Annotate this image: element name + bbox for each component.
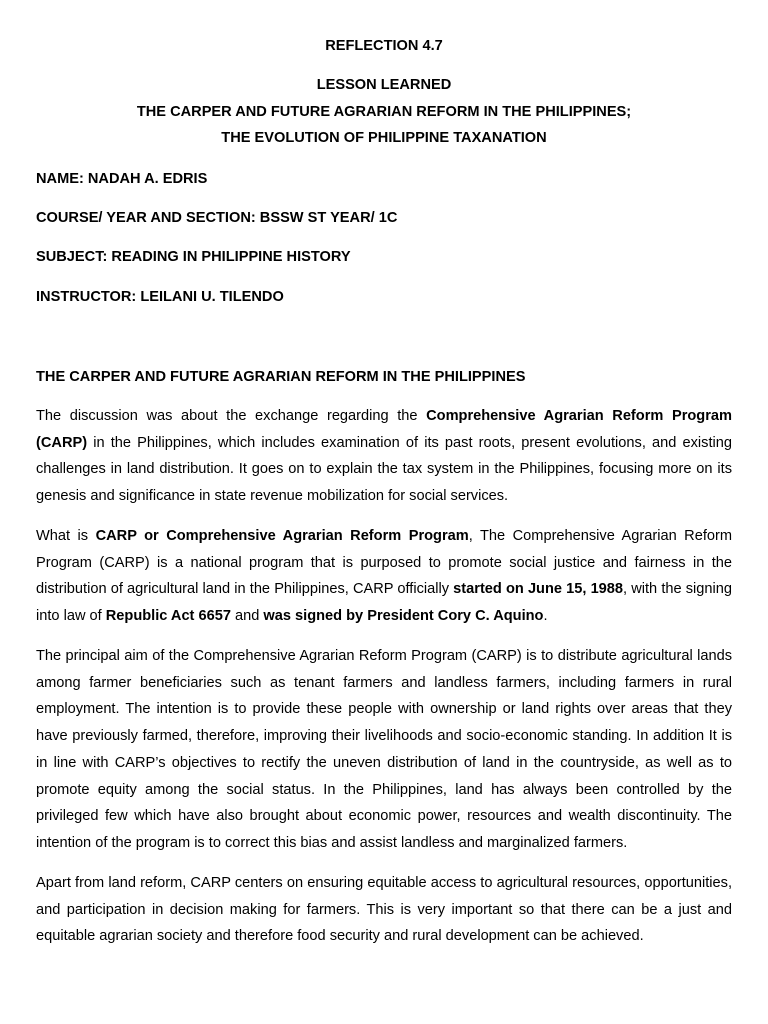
paragraph-what-is-carp — [36, 523, 732, 630]
lesson-header — [36, 72, 732, 152]
p2-bold-ra: Republic Act 6657 — [105, 608, 231, 625]
section-heading: THE CARPER AND FUTURE AGRARIAN REFORM IN THE PHILIPPINES — [36, 369, 526, 385]
course-year-section: COURSE/ YEAR AND SECTION: BSSW ST YEAR/ 1C — [36, 210, 398, 226]
paragraph-apart-from-land-reform: Apart from land reform, CARP centers on ensuring equitable access to agricultural resources, opportunities, and participation in decision making for farmers. This is very important so that there can be a just and equitable agrarian society and therefore food security and rural development can be achieved. — [36, 875, 732, 945]
p2-text-g: and — [230, 608, 264, 625]
p2-text-a: What is — [36, 528, 96, 544]
p2-text-i: . — [543, 608, 548, 625]
student-name: NAME: NADAH A. EDRIS — [36, 171, 208, 187]
p2-text-e: , with the signing into law of — [36, 581, 732, 625]
p1-text-c: in the Philippines, which includes examination of its past roots, present evolutions, and existing challenges in land distribution. It goes on to explain the tax system in the Philippines, focusing more on its genesis and significance in state revenue mobilization for social services. — [36, 434, 732, 505]
p2-text-c: , The Comprehensive Agrarian Reform Program (CARP) is a national program that is purposed to promote social justice and fairness in the distribution of agricultural land in the Philippines, CARP officially — [36, 528, 733, 598]
topic-line-1: THE CARPER AND FUTURE AGRARIAN REFORM IN THE PHILIPPINES; — [136, 103, 632, 120]
p2-bold-date: started on June 15, 1988 — [453, 581, 624, 598]
instructor: INSTRUCTOR: LEILANI U. TILENDO — [36, 289, 284, 305]
reflection-title: REFLECTION 4.7 — [325, 38, 443, 54]
lesson-learned-label: LESSON LEARNED — [316, 77, 452, 93]
p1-text-a: The discussion was about the exchange regarding the — [36, 408, 427, 424]
p2-bold-carp: CARP or Comprehensive Agrarian Reform Program — [95, 528, 469, 544]
topic-line-2: THE EVOLUTION OF PHILIPPINE TAXANATION — [221, 130, 547, 146]
paragraph-intro — [36, 403, 732, 510]
p2-bold-signed: was signed by President Cory C. Aquino — [263, 608, 544, 625]
paragraph-principal-aim: The principal aim of the Comprehensive Agrarian Reform Program (CARP) is to distribute agricultural lands among farmer beneficiaries such as tenant farmers and landless farmers, including farmers in rural employment. The intention is to provide these people with ownership or land rights over areas that they have previously farmed, therefore, improving their livelihoods and socio-economic standing. In addition It is in line with CARP’s objectives to rectify the uneven distribution of land in the countryside, as well as to promote equity among the social status. In the Philippines, land has always been controlled by the privileged few which have also brought about economic power, resources and wealth discontinuity. The intention of the program is to correct this bias and assist landless and marginalized farmers. — [36, 648, 732, 851]
p1-bold-carp: Comprehensive Agrarian Reform Program (CARP) — [36, 408, 732, 451]
subject: SUBJECT: READING IN PHILIPPINE HISTORY — [36, 249, 351, 265]
